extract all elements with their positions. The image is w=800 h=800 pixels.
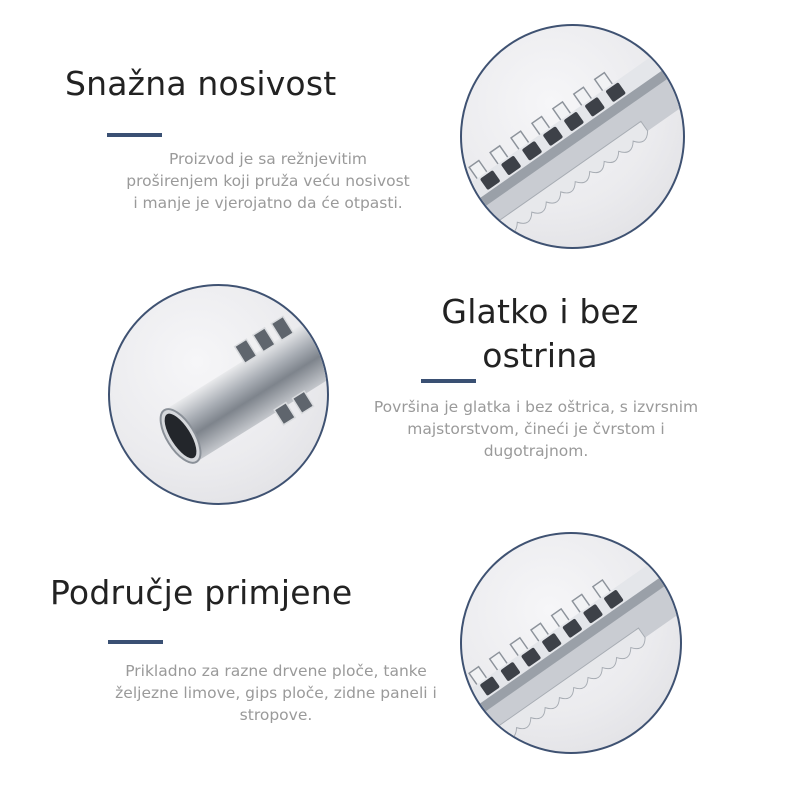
description-line: Prikladno za razne drvene ploče, tanke [125,662,427,680]
description-line: stropove. [239,706,313,724]
feature-description [326,396,746,462]
product-image-circle [460,24,685,249]
feature-title: Područje primjene [50,573,353,612]
expansion-anchor-closeup-icon [462,534,680,752]
feature-description [100,148,436,214]
feature-title: Snažna nosivost [65,64,337,103]
anchor-tube-end-icon [110,286,327,503]
expansion-anchor-closeup-icon [462,26,683,247]
description-line: dugotrajnom. [483,442,589,460]
description-line: proširenjem koji pruža veću nosivost [126,172,410,190]
title-line: ostrina [482,336,598,375]
accent-divider [421,379,476,383]
feature-title [420,290,660,378]
description-line: Proizvod je sa režnjevitim [168,150,368,168]
feature-description [100,660,452,726]
accent-divider [108,640,163,644]
accent-divider [107,133,162,137]
description-line: Površina je glatka i bez oštrica, s izvrsnim [373,398,699,416]
title-line: Glatko i bez [441,292,639,331]
product-image-circle [108,284,329,505]
description-line: željezne limove, gips ploče, zidne paneli i [115,684,437,702]
description-line: i manje je vjerojatno da će otpasti. [133,194,403,212]
description-line: majstorstvom, čineći je čvrstom i [407,420,665,438]
product-image-circle [460,532,682,754]
